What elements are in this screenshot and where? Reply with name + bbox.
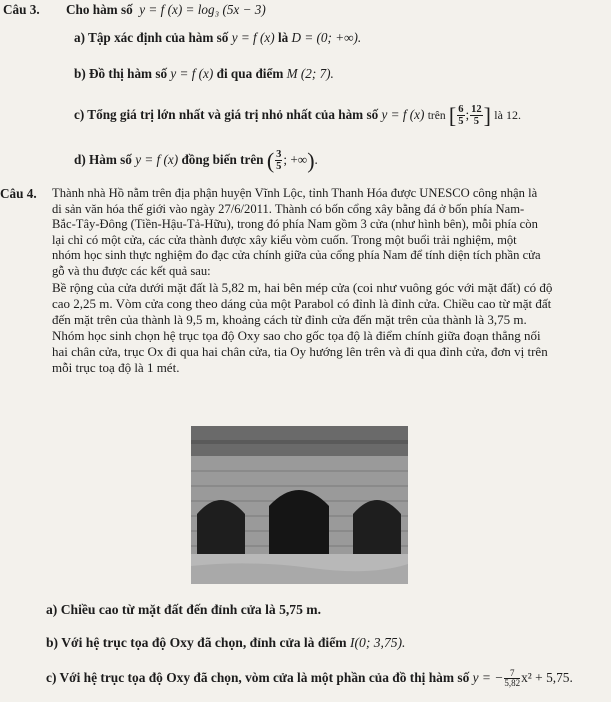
q4-paragraph-1: Thành nhà Hồ nằm trên địa phận huyện Vĩnh Lộc, tỉnh Thanh Hóa được UNESCO công nhận là di sản văn hóa thế giới vào ngày 27/6/2011. Thành có bốn cổng xây bằng đá ở bốn phía Nam- Bắc-Tây-Đông (Tiền-Hậu-Tả-Hữu), trong đó phía Nam gồm 3 cửa (như hình bên), mỗi phía còn lại chỉ có một cửa, các cửa thành được xây kiểu vòm cuốn. Trong một buổi trải nghiệm, một nhóm học sinh thực nghiệm đo đạc cửa chính giữa của cổng phía Nam để tính diện tích phần cửa gỗ và thu được các kết quả sau: bbox=[52, 186, 541, 278]
q3-a: a) Tập xác định của hàm số y = f (x) là D = (0; +∞). bbox=[74, 30, 362, 45]
citadel-gate-photo bbox=[191, 426, 408, 584]
q4-label: Câu 4. bbox=[0, 186, 37, 201]
q3-d: d) Hàm số y = f (x) đồng biến trên ( $\frac{3}{5}$ ; +∞). bbox=[74, 147, 318, 173]
q3-label: Câu 3. bbox=[3, 2, 40, 17]
q4-a: a) Chiều cao từ mặt đất đến đỉnh cửa là 5,75 m. bbox=[46, 602, 321, 617]
q4-c: c) Với hệ trục tọa độ Oxy đã chọn, vòm cửa là một phần của đồ thị hàm số y = − $\frac{7}{5,82}$ x² + 5,75. bbox=[46, 668, 573, 689]
q3-b: b) Đồ thị hàm số y = f (x) đi qua điểm M (2; 7). bbox=[74, 66, 334, 81]
q3-c: c) Tổng giá trị lớn nhất và giá trị nhỏ nhất của hàm số y = f (x) trên [ $\frac{6}{5}$ ; $\frac{12}{5}$ ] là 12. bbox=[74, 102, 521, 128]
q4-paragraph-2: Bề rộng của cửa dưới mặt đất là 5,82 m, hai bên mép cửa (coi như vuông góc với mặt đất) có độ cao 2,25 m. Vòm cửa cong theo dáng của một Parabol có đỉnh là đỉnh cửa. Chiều cao từ mặt đất đến mặt trên của thành là 9,5 m, khoảng cách từ đỉnh cửa đến mặt trên của thành là 3,75 m. Nhóm học sinh chọn hệ trục tọa độ Oxy sao cho gốc tọa độ là điểm chính giữa đoạn thẳng nối hai chân cửa, trục Ox đi qua hai chân cửa, tia Oy hướng lên trên và đi qua đỉnh cửa, đơn vị trên mỗi trục toạ độ là 1 mét. bbox=[52, 280, 553, 375]
q3-intro: Cho hàm số y = f (x) = log₃ (5x − 3) bbox=[66, 2, 266, 17]
q4-b: b) Với hệ trục tọa độ Oxy đã chọn, đỉnh cửa là điểm I(0; 3,75). bbox=[46, 635, 406, 650]
